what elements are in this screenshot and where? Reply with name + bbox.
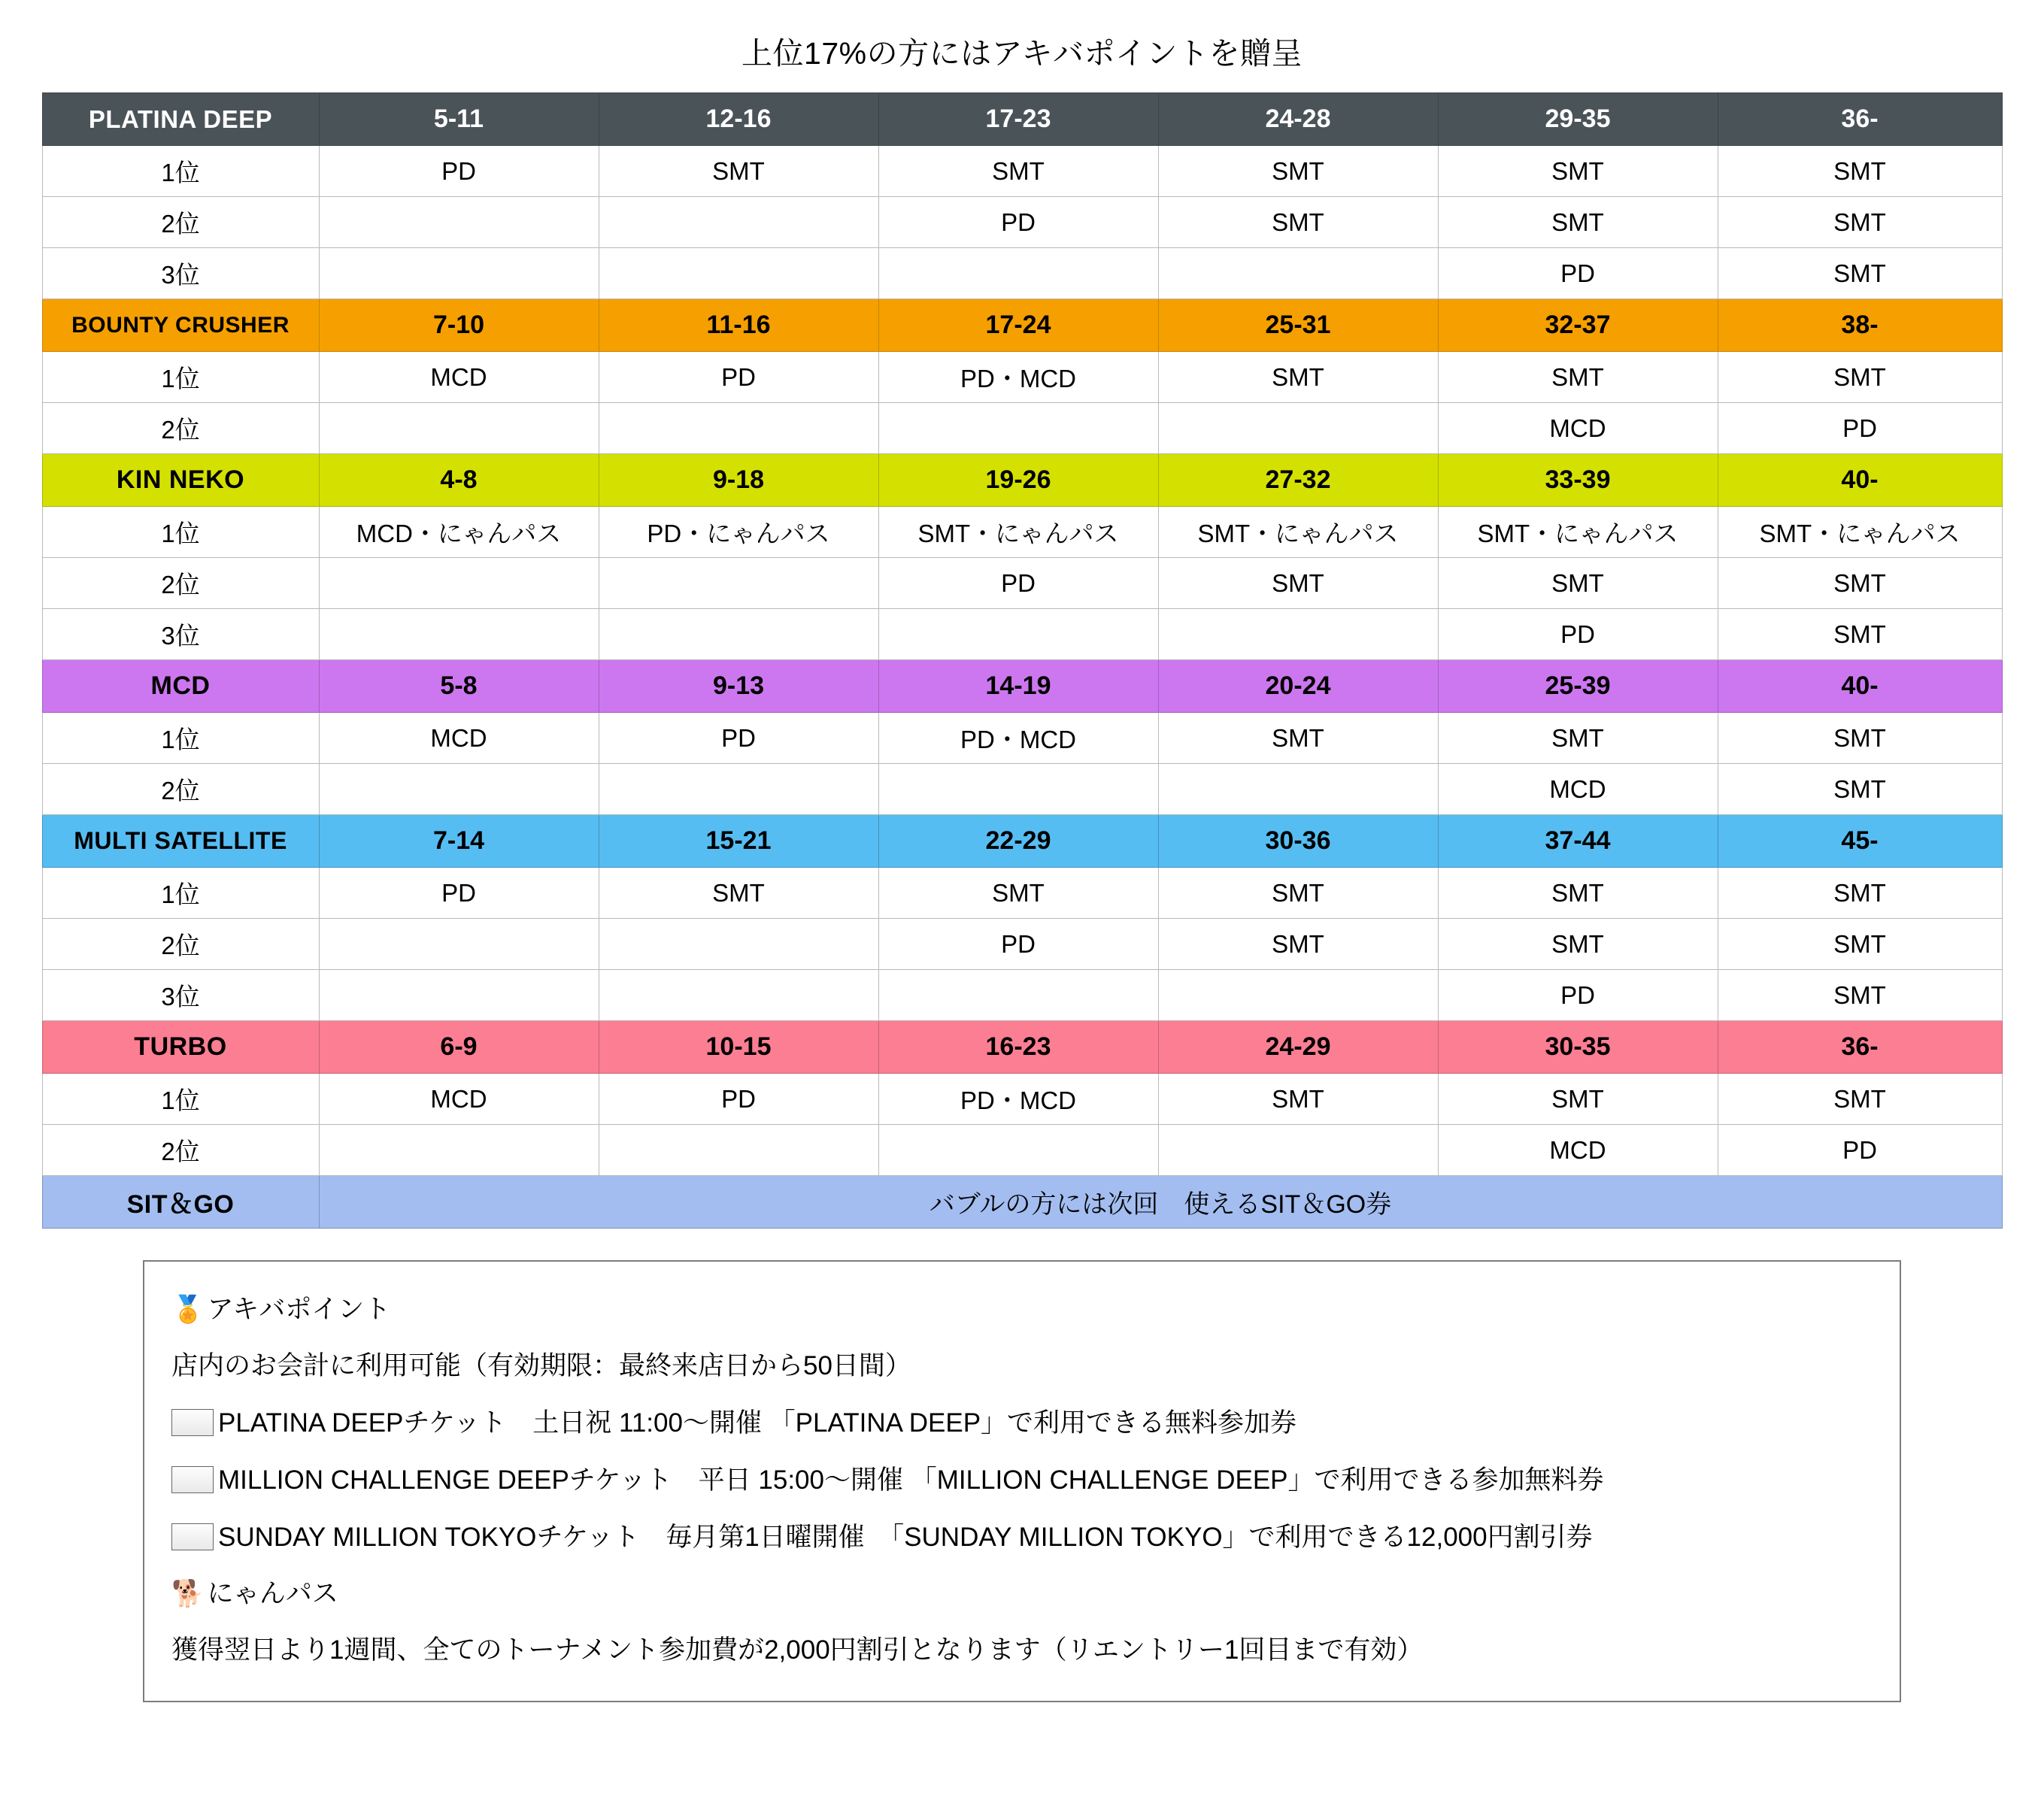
rank-label: 1位 <box>42 146 319 197</box>
prize-cell: PD <box>319 868 599 919</box>
group-range: 25-31 <box>1158 299 1438 352</box>
medal-icon: 🏅 <box>171 1295 205 1324</box>
prize-cell: SMT <box>1438 558 1718 609</box>
prize-cell: MCD <box>319 352 599 403</box>
rank-label: 3位 <box>42 248 319 299</box>
prize-cell <box>878 248 1158 299</box>
prize-cell: SMT・にゃんパス <box>1158 507 1438 558</box>
prize-cell: SMT <box>1718 764 2002 815</box>
rank-label: 1位 <box>42 352 319 403</box>
prize-cell: SMT <box>1718 146 2002 197</box>
group-range: 29-35 <box>1438 93 1718 146</box>
prize-cell: PD・にゃんパス <box>599 507 878 558</box>
group-range: 4-8 <box>319 454 599 507</box>
note-text: 店内のお会計に利用可能（有効期限：最終来店日から50日間） <box>171 1351 911 1380</box>
rank-label: 1位 <box>42 713 319 764</box>
group-range: 40- <box>1718 454 2002 507</box>
note-line <box>171 1622 1873 1678</box>
group-header-row <box>42 660 2002 713</box>
group-range: 25-39 <box>1438 660 1718 713</box>
prize-cell: MCD <box>319 713 599 764</box>
prize-cell <box>319 197 599 248</box>
group-range: 15-21 <box>599 815 878 868</box>
prize-cell: PD・MCD <box>878 713 1158 764</box>
prize-cell: SMT <box>1718 558 2002 609</box>
prize-cell: SMT <box>1158 1074 1438 1125</box>
group-range: 12-16 <box>599 93 878 146</box>
group-range: 37-44 <box>1438 815 1718 868</box>
ticket-icon <box>171 1523 214 1550</box>
prize-cell: MCD <box>1438 1125 1718 1176</box>
note-text: SUNDAY MILLION TOKYOチケット 毎月第1日曜開催 「SUNDAY MILLION TOKYO」で利用できる12,000円割引券 <box>218 1523 1593 1552</box>
prize-cell <box>599 197 878 248</box>
prize-cell: SMT <box>1718 352 2002 403</box>
prize-cell: SMT <box>1438 146 1718 197</box>
prize-cell: PD <box>599 352 878 403</box>
dog-icon: 🐕 <box>171 1579 205 1608</box>
group-range: 30-36 <box>1158 815 1438 868</box>
prize-cell <box>319 919 599 970</box>
group-range: 17-24 <box>878 299 1158 352</box>
prize-cell: SMT <box>1718 970 2002 1021</box>
rank-label: 2位 <box>42 403 319 454</box>
table-row <box>42 146 2002 197</box>
prize-cell <box>1158 248 1438 299</box>
group-header-row <box>42 1021 2002 1074</box>
prize-cell: PD <box>599 1074 878 1125</box>
prize-cell <box>1158 970 1438 1021</box>
page-title: 上位17%の方にはアキバポイントを贈呈 <box>741 36 1303 71</box>
prize-cell: SMT <box>878 868 1158 919</box>
prize-cell: SMT <box>1718 919 2002 970</box>
table-row <box>42 1074 2002 1125</box>
note-line <box>171 1451 1873 1508</box>
prize-cell: SMT <box>1718 248 2002 299</box>
group-header-row <box>42 815 2002 868</box>
prize-cell <box>319 558 599 609</box>
table-row <box>42 248 2002 299</box>
prize-cell <box>599 1125 878 1176</box>
rank-label: 2位 <box>42 919 319 970</box>
rank-label: 1位 <box>42 1074 319 1125</box>
prize-cell: SMT <box>599 146 878 197</box>
prize-cell: PD <box>1438 609 1718 660</box>
group-range: 38- <box>1718 299 2002 352</box>
prize-cell: PD <box>878 197 1158 248</box>
group-range: 24-29 <box>1158 1021 1438 1074</box>
group-range: 9-18 <box>599 454 878 507</box>
group-name: KIN NEKO <box>42 454 319 507</box>
prize-cell: SMT <box>599 868 878 919</box>
rank-label: 2位 <box>42 1125 319 1176</box>
group-range: 20-24 <box>1158 660 1438 713</box>
prize-cell: SMT・にゃんパス <box>1438 507 1718 558</box>
note-text: にゃんパス <box>207 1579 338 1608</box>
rank-label: 2位 <box>42 558 319 609</box>
note-line <box>171 1394 1873 1451</box>
prize-cell: PD <box>599 713 878 764</box>
table-row <box>42 1125 2002 1176</box>
group-range: 11-16 <box>599 299 878 352</box>
table-row <box>42 558 2002 609</box>
notes-box <box>143 1260 1901 1702</box>
note-text: 獲得翌日より1週間、全てのトーナメント参加費が2,000円割引となります（リエントリー1回目まで有効） <box>171 1635 1424 1665</box>
group-header-row <box>42 454 2002 507</box>
prize-cell: SMT <box>1438 1074 1718 1125</box>
prize-cell: SMT <box>1438 919 1718 970</box>
prize-cell <box>599 248 878 299</box>
rank-label: 2位 <box>42 764 319 815</box>
prize-cell <box>1158 1125 1438 1176</box>
prize-cell: PD <box>1438 248 1718 299</box>
prize-cell <box>319 764 599 815</box>
table-row <box>42 609 2002 660</box>
ticket-icon <box>171 1466 214 1493</box>
group-range: 6-9 <box>319 1021 599 1074</box>
prize-cell: PD <box>1438 970 1718 1021</box>
note-text: MILLION CHALLENGE DEEPチケット 平日 15:00〜開催 「MILLION CHALLENGE DEEP」で利用できる参加無料券 <box>218 1465 1604 1495</box>
table-body <box>42 93 2002 1229</box>
prize-cell: SMT <box>1158 919 1438 970</box>
prize-cell <box>878 1125 1158 1176</box>
table-row <box>42 197 2002 248</box>
prize-cell <box>319 1125 599 1176</box>
group-range: 40- <box>1718 660 2002 713</box>
prize-cell <box>1158 403 1438 454</box>
group-range: 5-11 <box>319 93 599 146</box>
table-row <box>42 713 2002 764</box>
note-text: PLATINA DEEPチケット 土日祝 11:00〜開催 「PLATINA DEEP」で利用できる無料参加券 <box>218 1408 1297 1438</box>
table-row <box>42 970 2002 1021</box>
prize-cell: PD・MCD <box>878 1074 1158 1125</box>
prize-cell: MCD <box>1438 403 1718 454</box>
prize-cell <box>599 403 878 454</box>
prize-cell: SMT <box>1158 868 1438 919</box>
rank-label: 1位 <box>42 868 319 919</box>
group-range: 14-19 <box>878 660 1158 713</box>
prize-cell: SMT <box>1158 146 1438 197</box>
prize-cell <box>1158 609 1438 660</box>
group-range: 32-37 <box>1438 299 1718 352</box>
group-range: 30-35 <box>1438 1021 1718 1074</box>
group-header-row <box>42 93 2002 146</box>
group-range: 22-29 <box>878 815 1158 868</box>
group-range: 36- <box>1718 1021 2002 1074</box>
sitgo-name: SIT＆GO <box>42 1176 319 1229</box>
group-range: 24-28 <box>1158 93 1438 146</box>
prize-cell: SMT <box>1718 609 2002 660</box>
prize-cell: SMT <box>1438 713 1718 764</box>
prize-cell <box>599 764 878 815</box>
prize-cell: SMT <box>1718 1074 2002 1125</box>
group-range: 17-23 <box>878 93 1158 146</box>
prize-cell <box>599 919 878 970</box>
prize-cell: SMT <box>1718 868 2002 919</box>
group-range: 7-10 <box>319 299 599 352</box>
group-range: 10-15 <box>599 1021 878 1074</box>
notes-list <box>171 1281 1873 1678</box>
rank-label: 3位 <box>42 609 319 660</box>
prize-cell <box>319 970 599 1021</box>
table-row <box>42 764 2002 815</box>
group-range: 16-23 <box>878 1021 1158 1074</box>
prize-cell <box>878 764 1158 815</box>
group-range: 45- <box>1718 815 2002 868</box>
group-range: 36- <box>1718 93 2002 146</box>
prize-cell <box>319 403 599 454</box>
table-row <box>42 352 2002 403</box>
group-range: 5-8 <box>319 660 599 713</box>
prize-cell: SMT <box>1158 558 1438 609</box>
table-row <box>42 403 2002 454</box>
prize-cell: SMT <box>1718 713 2002 764</box>
note-line <box>171 1338 1873 1394</box>
prize-cell <box>1158 764 1438 815</box>
prize-cell: PD・MCD <box>878 352 1158 403</box>
table-row <box>42 868 2002 919</box>
prize-cell: PD <box>878 558 1158 609</box>
group-range: 9-13 <box>599 660 878 713</box>
rank-label: 2位 <box>42 197 319 248</box>
prize-cell <box>319 609 599 660</box>
prize-cell: PD <box>319 146 599 197</box>
group-name: BOUNTY CRUSHER <box>42 299 319 352</box>
group-name: MULTI SATELLITE <box>42 815 319 868</box>
group-range: 7-14 <box>319 815 599 868</box>
ticket-icon <box>171 1409 214 1436</box>
prize-cell: MCD <box>1438 764 1718 815</box>
note-text: アキバポイント <box>207 1295 391 1324</box>
prize-cell: SMT <box>1438 352 1718 403</box>
group-header-row <box>42 299 2002 352</box>
prize-cell <box>319 248 599 299</box>
rank-label: 1位 <box>42 507 319 558</box>
note-line <box>171 1281 1873 1338</box>
group-name: TURBO <box>42 1021 319 1074</box>
prize-cell: PD <box>878 919 1158 970</box>
prize-cell <box>599 970 878 1021</box>
sitgo-row <box>42 1176 2002 1229</box>
prize-cell: MCD・にゃんパス <box>319 507 599 558</box>
prize-cell: MCD <box>319 1074 599 1125</box>
prize-cell: SMT <box>1438 868 1718 919</box>
table-row <box>42 507 2002 558</box>
prize-cell <box>599 558 878 609</box>
prize-structure-table <box>42 92 2003 1229</box>
prize-cell: SMT <box>878 146 1158 197</box>
prize-cell <box>878 609 1158 660</box>
prize-cell: SMT <box>1158 352 1438 403</box>
prize-cell <box>878 970 1158 1021</box>
prize-cell: SMT・にゃんパス <box>1718 507 2002 558</box>
prize-cell <box>599 609 878 660</box>
prize-cell <box>878 403 1158 454</box>
note-line <box>171 1508 1873 1565</box>
group-range: 33-39 <box>1438 454 1718 507</box>
group-name: PLATINA DEEP <box>42 93 319 146</box>
table-row <box>42 919 2002 970</box>
group-range: 27-32 <box>1158 454 1438 507</box>
prize-cell: SMT <box>1158 713 1438 764</box>
rank-label: 3位 <box>42 970 319 1021</box>
prize-cell: PD <box>1718 1125 2002 1176</box>
group-range: 19-26 <box>878 454 1158 507</box>
group-name: MCD <box>42 660 319 713</box>
sitgo-note: バブルの方には次回 使えるSIT＆GO券 <box>319 1176 2002 1229</box>
note-line <box>171 1565 1873 1622</box>
prize-cell: PD <box>1718 403 2002 454</box>
prize-cell: SMT・にゃんパス <box>878 507 1158 558</box>
prize-cell: SMT <box>1718 197 2002 248</box>
prize-cell: SMT <box>1158 197 1438 248</box>
prize-cell: SMT <box>1438 197 1718 248</box>
